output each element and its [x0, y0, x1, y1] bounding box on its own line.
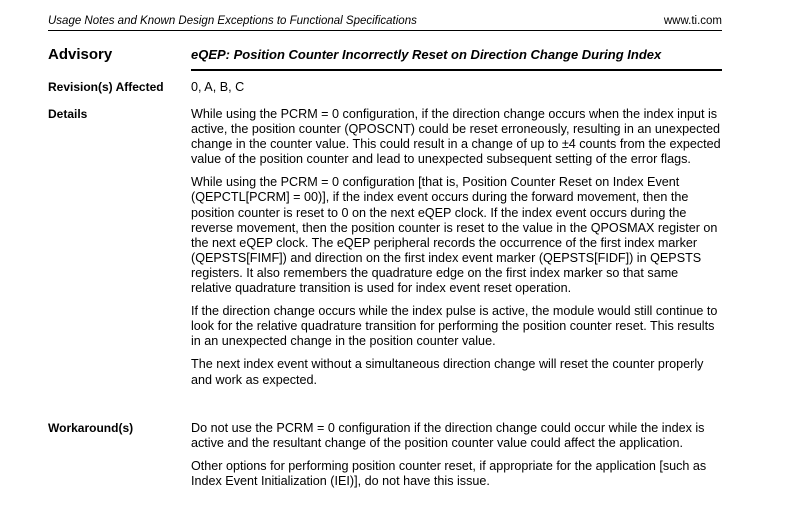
workaround-label: Workaround(s)	[48, 421, 134, 435]
revisions-value: 0, A, B, C	[191, 80, 245, 94]
details-paragraph: While using the PCRM = 0 configuration, if the direction change occurs when the index input is active, the position counter (QPOSCNT) could be reset erroneously, resulting in an unexpected change in the counter value. This could result in a change of up to ±4 counts from the expected value of the position counter and lead to unexpected subsequent setting of the error flags.	[191, 107, 721, 167]
advisory-title: eQEP: Position Counter Incorrectly Reset on Direction Change During Index	[191, 47, 662, 62]
header-title: Usage Notes and Known Design Exceptions to Functional Specifications	[48, 15, 417, 27]
workaround-paragraph: Do not use the PCRM = 0 configuration if the direction change could occur while the index is active and the resultant change of the position counter value could affect the application.	[191, 421, 705, 451]
advisory-label: Advisory	[48, 46, 113, 63]
workaround-paragraph: Other options for performing position counter reset, if appropriate for the application [such as Index Event Initialization (IEI)], do not have this issue.	[191, 459, 707, 489]
workaround-content	[191, 421, 722, 497]
advisory-row	[48, 45, 722, 69]
details-paragraph: If the direction change occurs while the index pulse is active, the module would still continue to look for the relative quadrature transition for performing the position counter reset. This results in an unexpected change in the position counter value.	[191, 304, 718, 349]
advisory-title-rule	[191, 69, 722, 71]
details-content	[191, 107, 722, 396]
header-url: www.ti.com	[663, 15, 722, 27]
page-header	[48, 14, 722, 31]
details-label: Details	[48, 107, 88, 121]
details-paragraph: While using the PCRM = 0 configuration [that is, Position Counter Reset on Index Event (QEPCTL[PCRM] = 00)], if the index event occurs during the forward movement, then the position counter is reset to 0 on the next eQEP clock. If the index event occurs during the reverse movement, then the position counter is reset to the value in the QPOSMAX register on the next eQEP clock. The eQEP peripheral records the occurrence of the first index marker (QEPSTS[FIMF]) and direction on the first index event marker (QEPSTS[FIDF]) in QEPSTS registers. It also remembers the quadrature edge on the first index marker so that same relative quadrature transition is used for index event reset operation.	[191, 175, 718, 296]
details-paragraph: The next index event without a simultaneous direction change will reset the counter properly and work as expected.	[191, 357, 704, 387]
revisions-label: Revision(s) Affected	[48, 80, 164, 94]
document-page	[48, 0, 722, 513]
